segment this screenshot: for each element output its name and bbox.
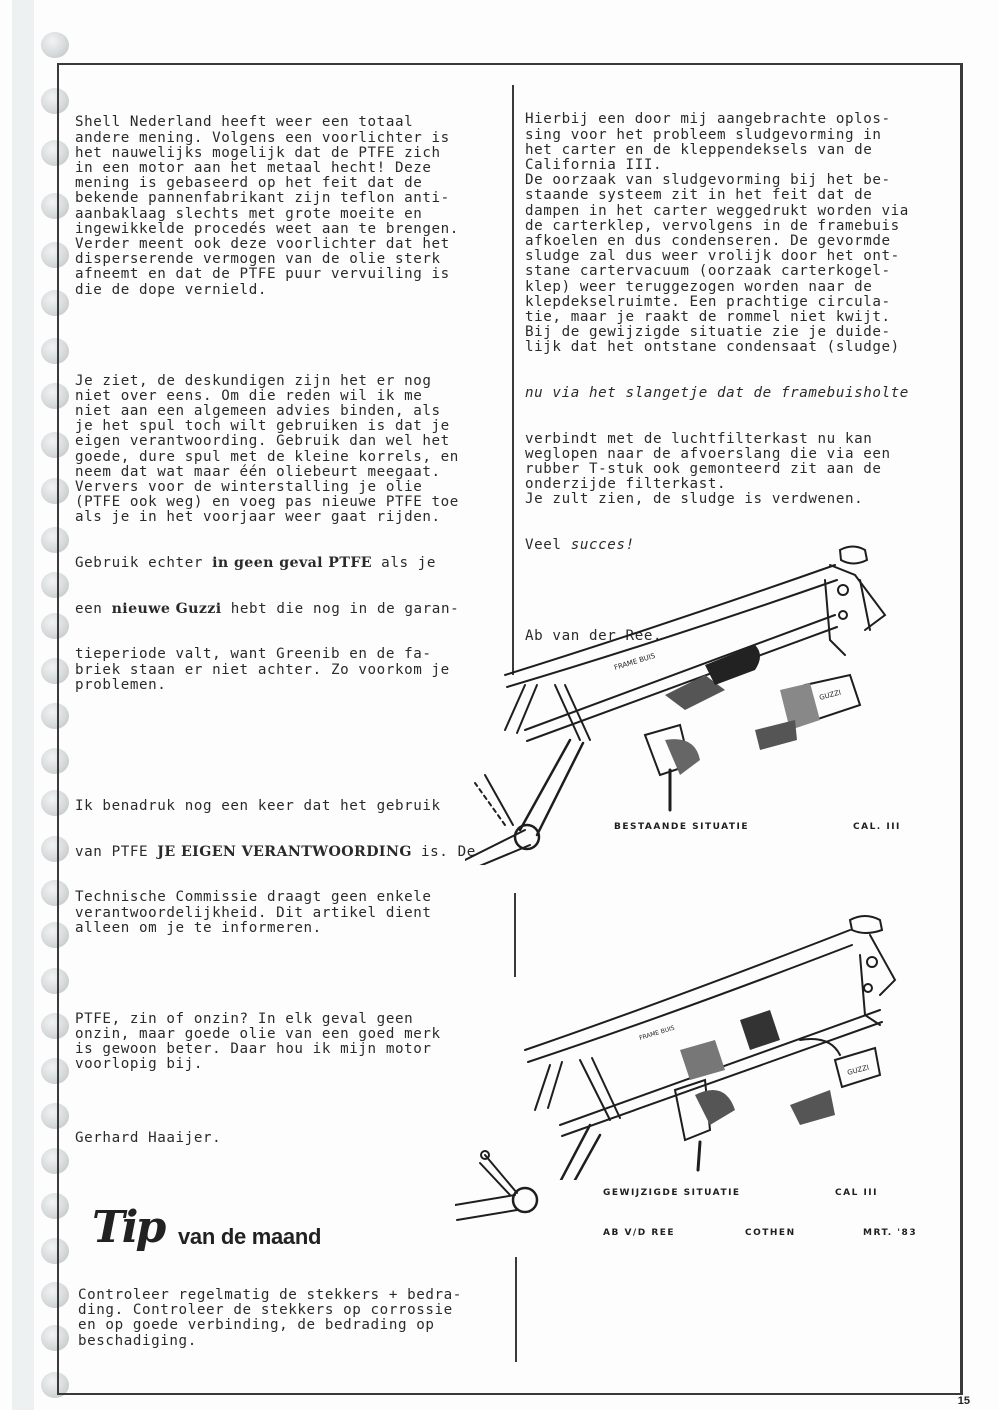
text-line: sing voor het probleem sludgevorming in: [525, 126, 882, 143]
text-line: alleen om je te informeren.: [75, 919, 322, 936]
text-line: Veel succes!: [525, 537, 635, 554]
text-line: als je in het voorjaar weer gaat rijden.: [75, 509, 441, 526]
text-line: ding. Controleer de stekkers op corrossie: [78, 1302, 453, 1319]
text-line: klepdekselruimte. Een prachtige circula-: [525, 293, 891, 310]
tip-title: van de maand: [178, 1224, 322, 1249]
text-line: Je zult zien, de sludge is verdwenen.: [525, 491, 864, 508]
binding-strip: [12, 0, 34, 1410]
article-paragraph: [75, 1012, 476, 1073]
drawing-caption: CAL. III: [853, 822, 901, 832]
text-line: die de dope vernield.: [75, 281, 267, 298]
drawing-lettering: GUZZI: [818, 688, 842, 702]
text-line: rubber T-stuk ook gemonteerd zit aan de: [525, 461, 882, 478]
page-number: 15: [957, 1395, 970, 1407]
text-line: disperserende vermogen van de olie sterk: [75, 251, 441, 268]
text-line: neem dat wat maar één oliebeurt meegaat.: [75, 463, 441, 480]
text-line: Ververs voor de winterstalling je olie: [75, 479, 423, 496]
text-line: en op goede verbinding, de bedrading op: [78, 1317, 435, 1334]
text-line: Hierbij een door mij aangebrachte oplos-: [525, 111, 891, 128]
text-line: lijk dat het ontstane condensaat (sludge): [525, 339, 900, 356]
drawing-credit: COTHEN: [745, 1228, 796, 1238]
text-line: afneemt en dat de PTFE puur vervuiling is: [75, 266, 450, 283]
text-line: het carter en de kleppendeksels van de: [525, 141, 873, 158]
drawing-lettering: FRAME BUIS: [638, 1024, 676, 1042]
text-line: Ik benadruk nog een keer dat het gebruik: [75, 798, 441, 815]
text-line: je het spul toch wilt gebruiken is dat je: [75, 418, 450, 435]
text-line: Shell Nederland heeft weer een totaal: [75, 114, 414, 131]
article-paragraph: [75, 115, 476, 297]
bold-warning: JE EIGEN VERANTWOORDING: [157, 843, 412, 860]
frame-drawing-modified-lower: [455, 1125, 595, 1225]
author-signature: Ab van der Ree.: [525, 628, 663, 645]
text-line: de carterklep, vervolgens in de framebuis: [525, 217, 900, 234]
text-line: PTFE, zin of onzin? In elk geval geen: [75, 1010, 414, 1027]
binding-hole: [41, 32, 69, 58]
text-line: in een motor aan het metaal hecht! Deze: [75, 160, 432, 177]
bold-warning: in geen geval PTFE: [212, 555, 373, 572]
text-line: De oorzaak van sludgevorming bij het be-: [525, 172, 891, 189]
text-line: aanbaklaag slechts met grote moeite en: [75, 205, 423, 222]
text-line: onderzijde filterkast.: [525, 476, 727, 493]
article-paragraph: [75, 769, 476, 967]
text-line: het nauwelijks mogelijk dat de PTFE zich: [75, 144, 441, 161]
text-line: tieperiode valt, want Greenib en de fa-: [75, 646, 432, 663]
drawing-lettering: FRAME BUIS: [613, 651, 657, 672]
text-line: nu via het slangetje dat de framebuisholte: [525, 385, 909, 402]
text-line: klep) weer teruggezogen worden naar de: [525, 278, 873, 295]
text-line: weglopen naar de afvoerslang die via een: [525, 445, 891, 462]
text-line: California III.: [525, 157, 663, 174]
text-line: is gewoon beter. Daar hou ik mijn motor: [75, 1041, 432, 1058]
text-line: Gebruik echter in geen geval PTFE als je: [75, 555, 437, 572]
frame-drawing-existing: [465, 505, 925, 865]
tip-of-the-month-logo: [92, 1200, 342, 1262]
text-line: onzin, maar goede olie van een goed merk: [75, 1025, 441, 1042]
text-line: voorlopig bij.: [75, 1056, 203, 1073]
text-line: staande systeem zit in het feit dat de: [525, 187, 873, 204]
text-line: Verder meent ook deze voorlichter dat het: [75, 236, 450, 253]
text-line: niet aan een algemeen advies binden, als: [75, 403, 441, 420]
tip-text-block: [78, 1288, 462, 1349]
text-line: verbindt met de luchtfilterkast nu kan: [525, 430, 873, 447]
text-line: eigen verantwoording. Gebruik dan wel het: [75, 433, 450, 450]
text-line: dampen in het carter weggedrukt worden via: [525, 202, 909, 219]
author-signature: Gerhard Haaijer.: [75, 1130, 222, 1146]
column-divider: [515, 1257, 517, 1362]
drawing-caption: BESTAANDE SITUATIE: [614, 822, 750, 832]
text-line: stane cartervacuum (oorzaak carterkogel-: [525, 263, 891, 280]
text-line: briek staan er niet achter. Zo voorkom je: [75, 661, 450, 678]
drawing-credit: MRT. '83: [863, 1228, 918, 1238]
text-line: andere mening. Volgens een voorlichter is: [75, 129, 450, 146]
text-line: bekende pannenfabrikant zijn teflon anti-: [75, 190, 450, 207]
text-line: Bij de gewijzigde situatie zie je duide-: [525, 324, 891, 341]
text-line: beschadiging.: [78, 1332, 197, 1349]
text-line: afkoelen en dus condenseren. De gevormde: [525, 233, 891, 250]
text-line: tie, maar je raakt de rommel niet kwijt.: [525, 309, 891, 326]
text-line: goede, dure spul met de kleine korrels, en: [75, 448, 459, 465]
text-line: problemen.: [75, 676, 167, 693]
text-line: Controleer regelmatig de stekkers + bedra-: [78, 1287, 462, 1303]
drawing-lettering: GUZZI: [846, 1063, 870, 1077]
article-paragraph: [75, 343, 476, 723]
left-column: [75, 85, 476, 1176]
text-line: niet over eens. Om die reden wil ik me: [75, 387, 423, 404]
bold-warning: nieuwe Guzzi: [111, 600, 222, 617]
text-line: (PTFE ook weg) en voeg pas nieuwe PTFE toe: [75, 494, 459, 511]
text-line: een nieuwe Guzzi hebt die nog in de garan-: [75, 600, 460, 617]
drawing-caption: CAL III: [835, 1188, 878, 1198]
text-line: verantwoordelijkheid. Dit artikel dient: [75, 904, 432, 921]
text-line: ingewikkelde procedés weet aan te brengen.: [75, 220, 459, 237]
text-line: sludge zal dus weer vrolijk door het ont-: [525, 248, 900, 265]
text-line: van PTFE JE EIGEN VERANTWOORDING is. De: [75, 843, 476, 860]
drawing-caption: GEWIJZIGDE SITUATIE: [603, 1188, 741, 1198]
text-line: Je ziet, de deskundigen zijn het er nog: [75, 372, 432, 389]
text-line: Technische Commissie draagt geen enkele: [75, 889, 432, 906]
tip-script: Tip: [92, 1202, 164, 1253]
drawing-credit: AB V/D REE: [603, 1228, 676, 1238]
text-line: mening is gebaseerd op het feit dat de: [75, 175, 423, 192]
